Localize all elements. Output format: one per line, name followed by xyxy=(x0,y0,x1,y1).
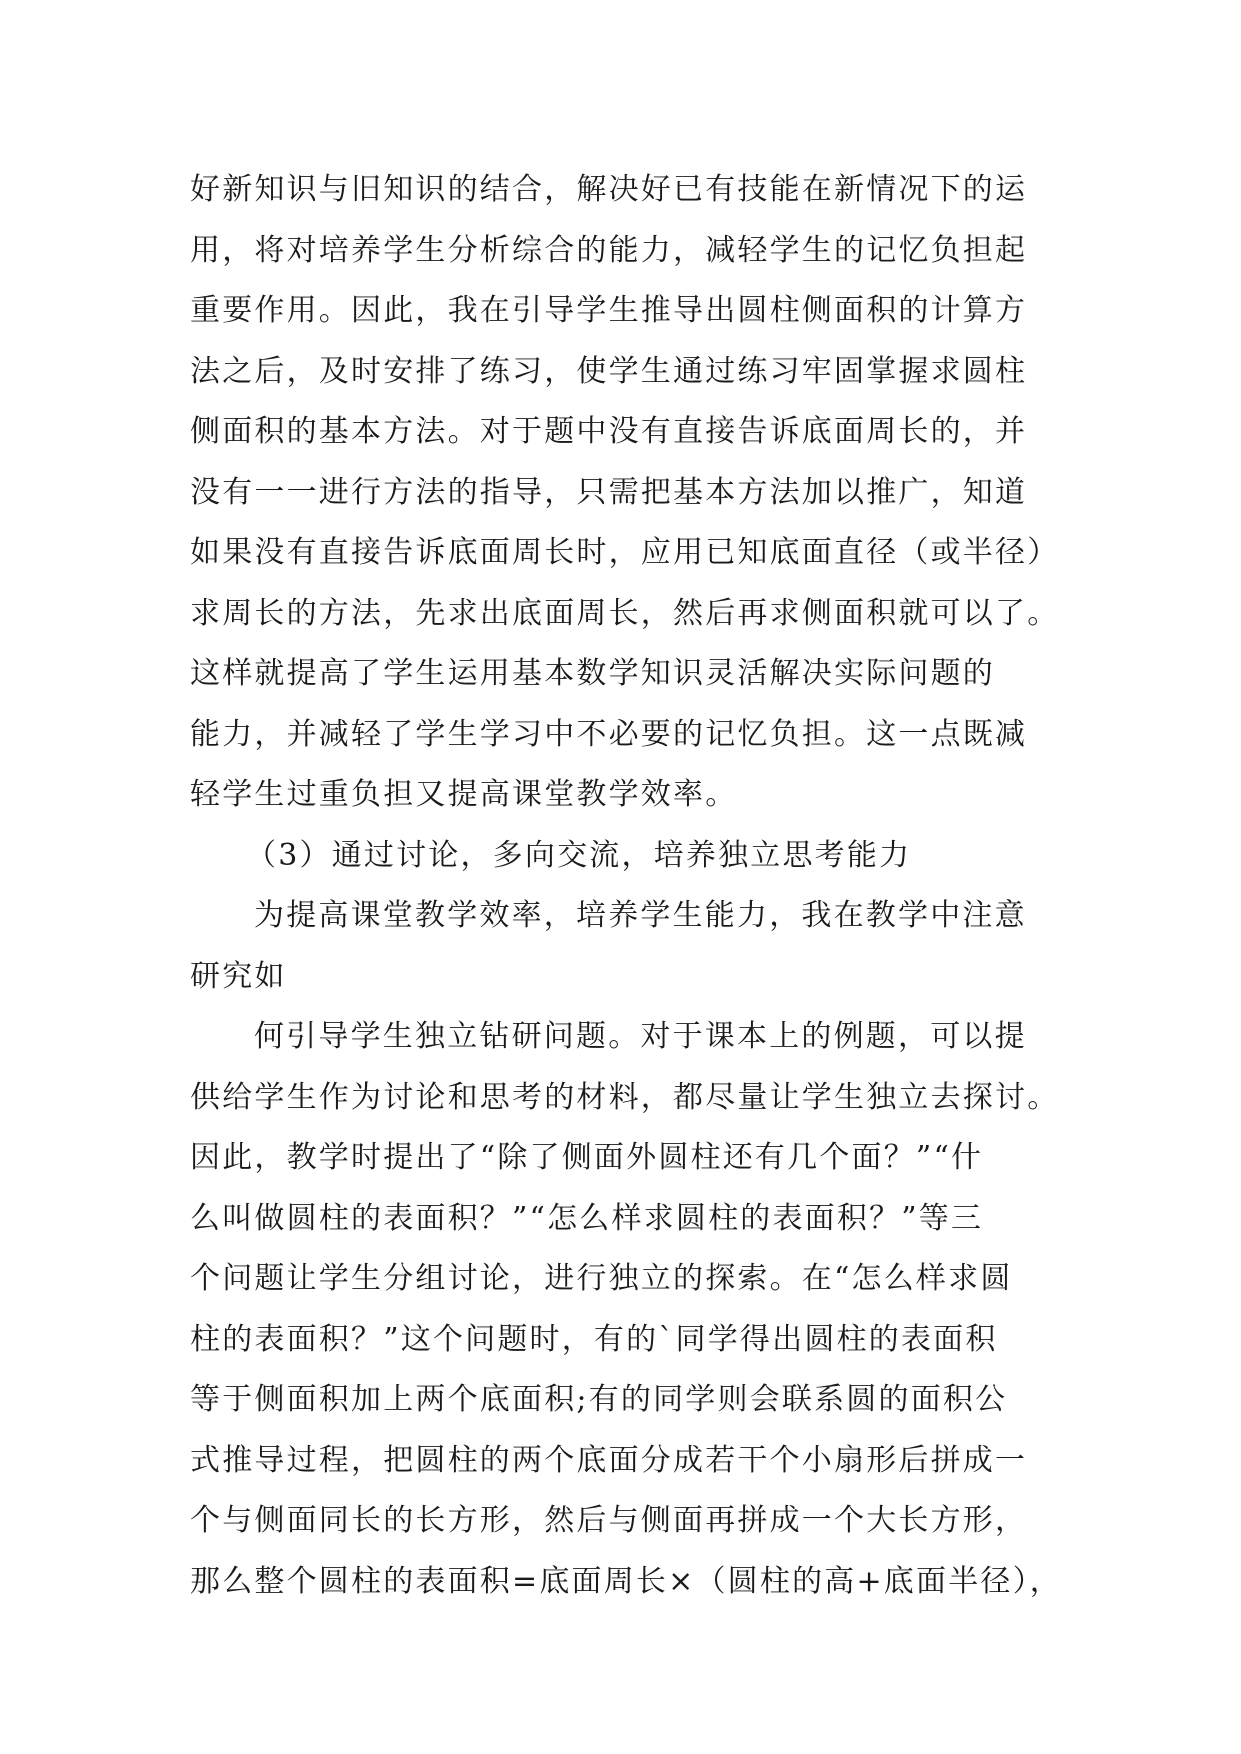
paragraph-first-line: 何引导学生独立钻研问题。对于课本上的例题，可以提 xyxy=(254,1019,1027,1054)
text-line: 没有一一进行方法的指导，只需把基本方法加以推广，知道 xyxy=(190,474,1028,510)
text-line: 侧面积的基本方法。对于题中没有直接告诉底面周长的，并 xyxy=(190,414,1028,449)
text-line: 这样就提高了学生运用基本数学知识灵活解决实际问题的 xyxy=(190,656,995,691)
text-line: 求周长的方法，先求出底面周长，然后再求侧面积就可以了。 xyxy=(190,595,1060,631)
text-line: 重要作用。因此，我在引导学生推导出圆柱侧面积的计算方 xyxy=(190,293,1028,328)
text-line: 好新知识与旧知识的结合，解决好已有技能在新情况下的运 xyxy=(190,172,1028,207)
text-line: 法之后，及时安排了练习，使学生通过练习牢固掌握求圆柱 xyxy=(190,353,1028,389)
text-line: 轻学生过重负担又提高课堂教学效率。 xyxy=(190,777,738,812)
text-line: 个问题让学生分组讨论，进行独立的探索。在“怎么样求圆 xyxy=(190,1261,1013,1296)
section-heading: （3）通过讨论，多向交流，培养独立思考能力 xyxy=(246,837,912,873)
text-line: 个与侧面同长的长方形，然后与侧面再拼成一个大长方形， xyxy=(190,1503,1028,1538)
text-line: 因此，教学时提出了“除了侧面外圆柱还有几个面？”“什 xyxy=(190,1140,984,1175)
text-line: 那么整个圆柱的表面积=底面周长×（圆柱的高+底面半径）， xyxy=(190,1563,1063,1599)
text-line: 研究如 xyxy=(190,958,287,994)
body-text xyxy=(190,160,1063,1612)
text-line: 供给学生作为讨论和思考的材料，都尽量让学生独立去探讨。 xyxy=(190,1079,1060,1115)
text-line: 用，将对培养学生分析综合的能力，减轻学生的记忆负担起 xyxy=(190,232,1028,268)
paragraph-first-line: 为提高课堂教学效率，培养学生能力，我在教学中注意 xyxy=(254,898,1027,933)
text-line: 式推导过程，把圆柱的两个底面分成若干个小扇形后拼成一 xyxy=(190,1442,1028,1478)
text-line: 等于侧面积加上两个底面积;有的同学则会联系圆的面积公 xyxy=(190,1382,1008,1417)
text-line: 能力，并减轻了学生学习中不必要的记忆负担。这一点既减 xyxy=(190,716,1028,752)
text-line: 柱的表面积？”这个问题时，有的`同学得出圆柱的表面积 xyxy=(190,1321,998,1357)
text-line: 如果没有直接告诉底面周长时，应用已知底面直径（或半径） xyxy=(190,535,1060,570)
text-line: 么叫做圆柱的表面积？”“怎么样求圆柱的表面积？”等三 xyxy=(190,1200,984,1236)
